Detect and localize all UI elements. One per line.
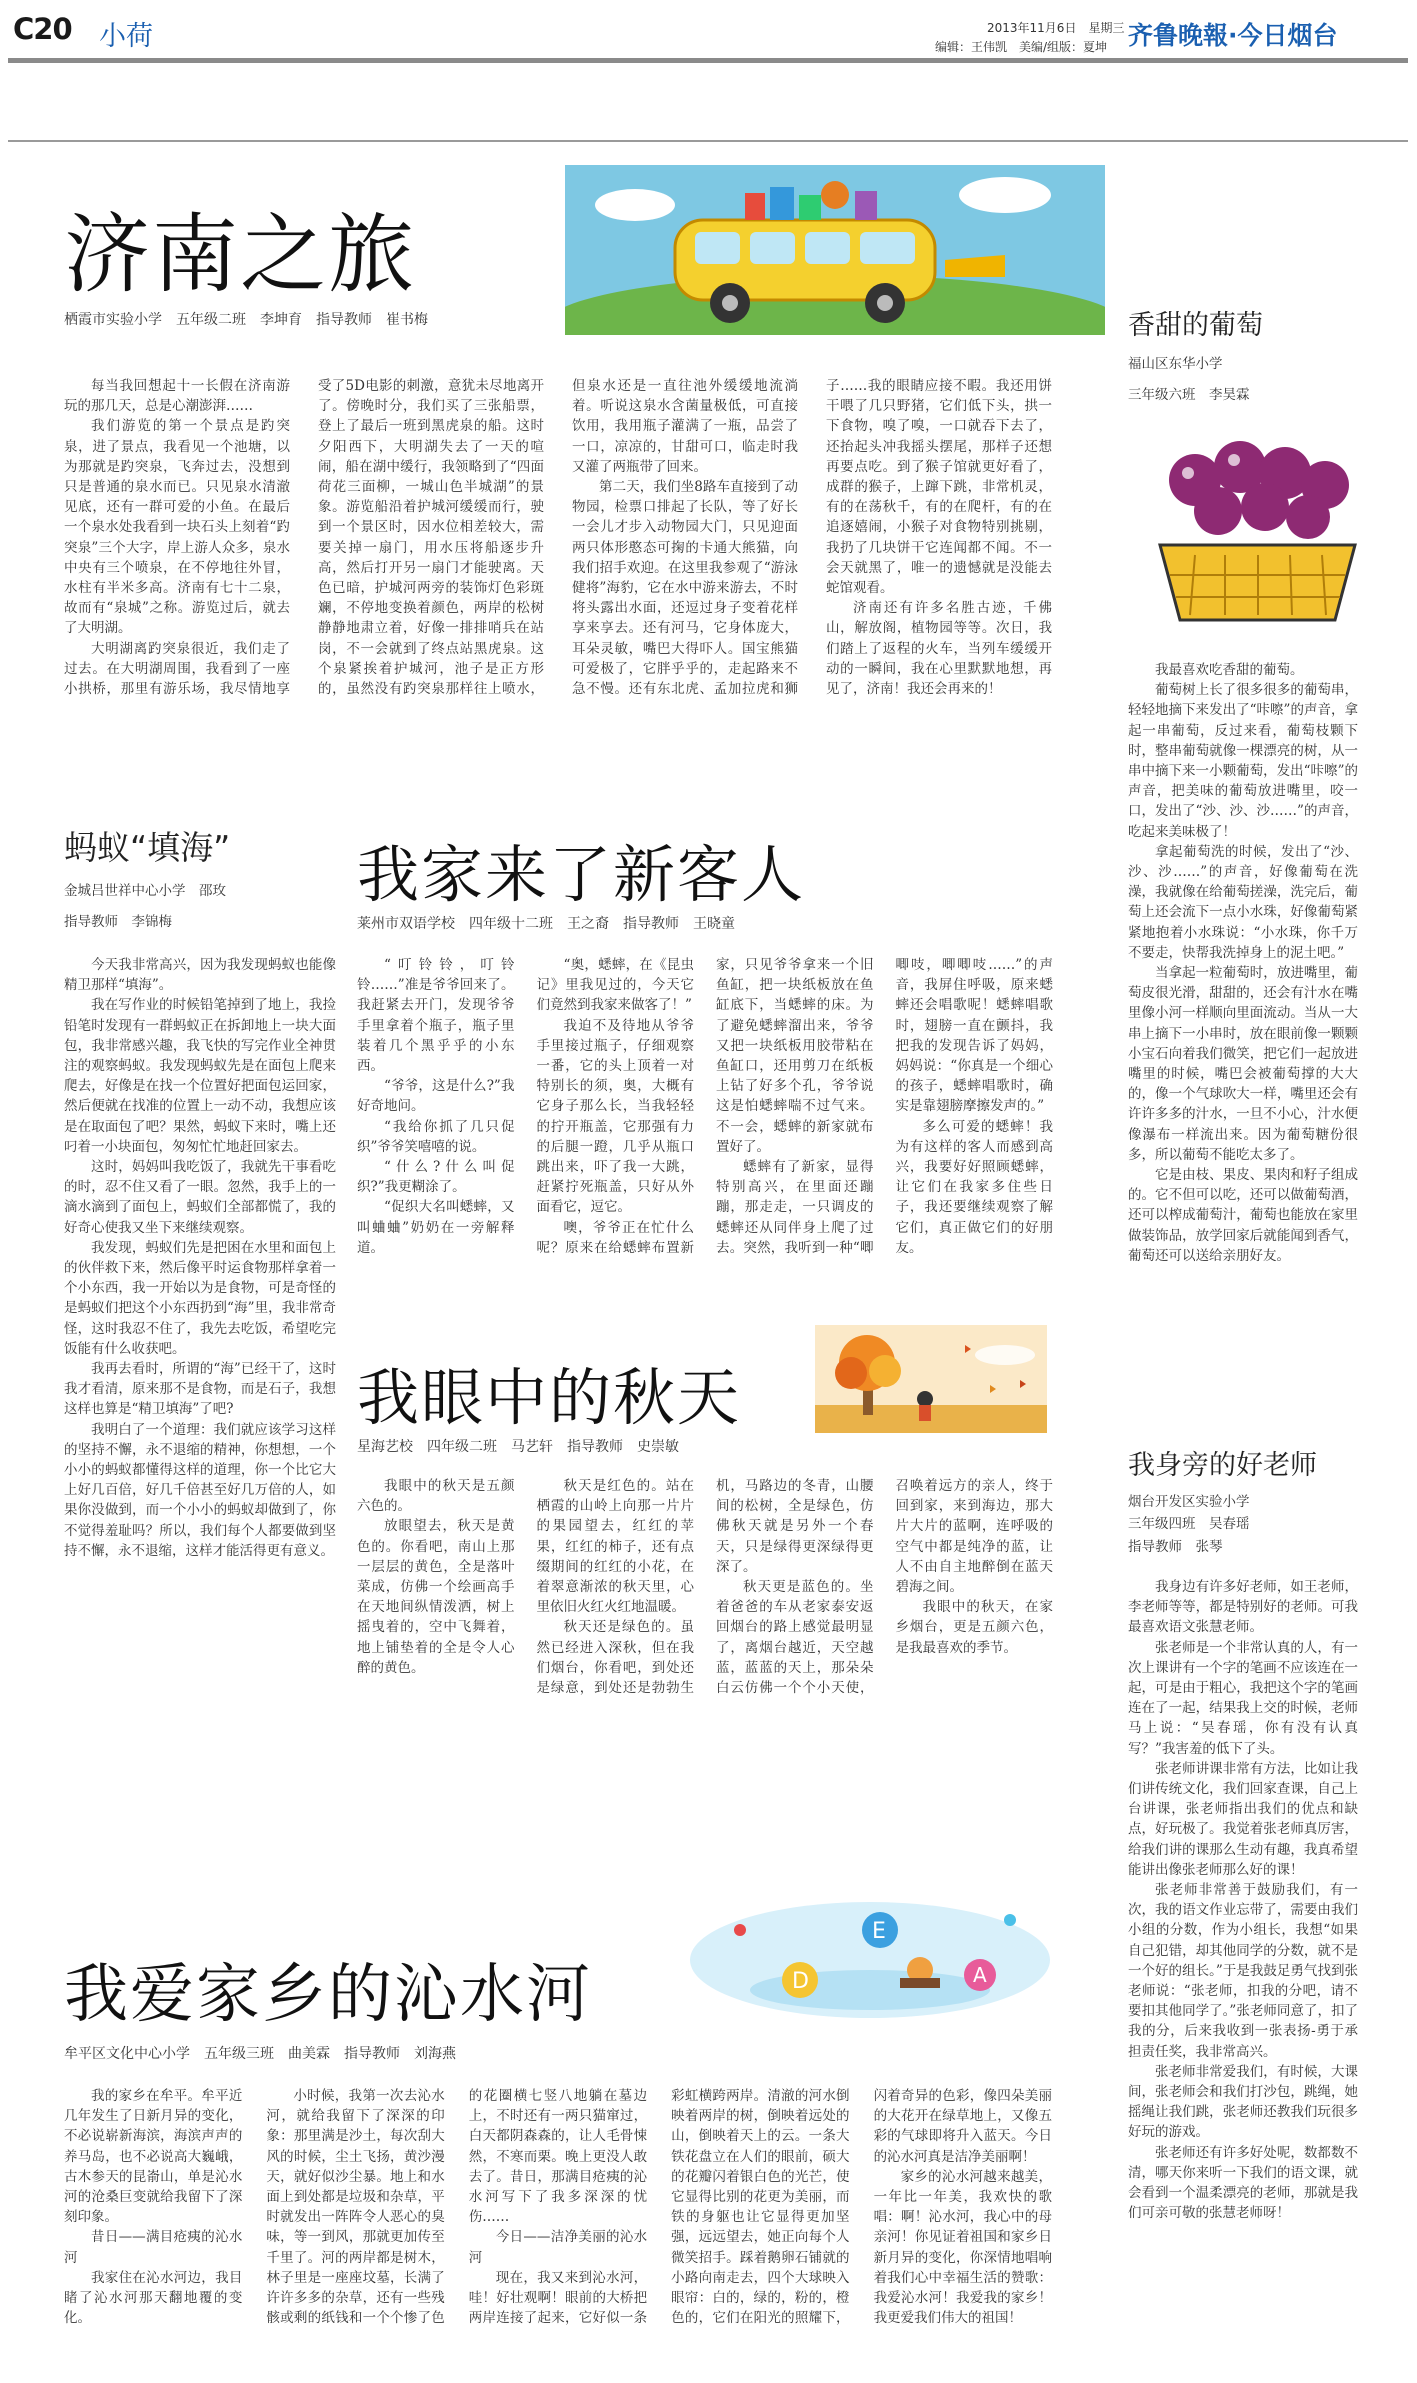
- paragraph: 秋天还是绿色的。虽然已经进入深秋，但在我们烟台，你看吧，到处还是绿意，到处还是勃勃生机，马路边的冬青，山腰间的松树，全是绿色，仿佛秋天就是另外一个春天，只是绿得更深绿得更深了。: [536, 1478, 874, 1697]
- article-byline-autumn: 星海艺校 四年级二班 马艺轩 指导教师 史崇敏: [357, 1439, 679, 1455]
- paragraph: 大明湖离趵突泉很近，我们走了过去。在大明湖周围，我看到了一座小拱桥，那里有游乐场，我尽情地享受了5D电影的刺激，意犹未尽地离开了。傍晚时分，我们买了三张船票，登上了最后一班到黑虎泉的船。这时夕阳西下，大明湖失去了一天的喧闹，船在湖中缓行，我领略到了“四面荷花三面柳，一城山色半城湖”的景象。游览船沿着护城河缓缓而行，驶到一个景区时，因水位相差较大，需要关掉一扇门，用水压将船逐步升高，然后打开另一扇门才能驶离。天色已暗，护城河两旁的装饰灯色彩斑斓，不停地变换着颜色，两岸的松树静静地肃立着，好像一排排哨兵在站岗，不一会就到了终点站黑虎泉。这个泉紧挨着护城河，池子是正方形的，虽然没有趵突泉那样往上喷水，但泉水还是一直往池外缓缓地流淌着。听说这泉水含菌量极低，可直接饮用，我用瓶子灌满了一瓶，品尝了一口，凉凉的，甘甜可口，临走时我又灌了两瓶带了回来。: [64, 378, 798, 698]
- paragraph: 我的家乡在牟平。牟平近几年发生了日新月异的变化，不必说崭新海滨，海滨声声的养马岛，也不必说高大巍峨，古木参天的昆嵛山，单是沁水河的沧桑巨变就给我留下了深刻印象。: [64, 2088, 243, 2226]
- article-body-good-teacher: [1128, 1577, 1358, 2367]
- article-title-jinan: 济南之旅: [64, 205, 416, 305]
- header-rule: [8, 58, 1408, 63]
- paragraph: 小时候，我第一次去沁水河，就给我留下了深深的印象：那里满是沙土，每次刮大风的时候，尘土飞扬，黄沙漫天，就好似沙尘暴。地上和水面上到处都是垃圾和杂草，平时就发出一阵阵令人恶心的臭味，等一到风，那就更加传至千里了。河的两岸都是树木，林子里是一座座坟墓，长满了许许多多的杂草，还有一些残骸或剩的纸钱和一个个惨了色的花圈横七竖八地躺在墓边上，不时还有一两只猫窜过，白天都阴森森的，让人毛骨悚然，不寒而栗。晚上更没人敢去了。昔日，那满目疮痍的沁水河写下了我多深深的忧伤……: [266, 2088, 648, 2327]
- newspaper-masthead: 齐鲁晚報·今日烟台: [1128, 21, 1338, 50]
- paragraph: 这时，妈妈叫我吃饭了，我就先干事看吃的时，忍不住又看了一眼。忽然，我手上的一滴水滴到了面包上，蚂蚁们全部都慌了，我的好奇心使我又坐下来继续观察。: [64, 1159, 336, 1236]
- article-title-grapes: 香甜的葡萄: [1128, 310, 1263, 341]
- issue-date: 2013年11月6日 星期三: [987, 21, 1125, 35]
- svg-text:D: D: [792, 1969, 809, 1994]
- svg-text:E: E: [872, 1919, 886, 1944]
- paragraph: 我眼中的秋天，在家乡烟台，更是五颜六色，是我最喜欢的季节。: [895, 1599, 1053, 1656]
- autumn-tree-illustration: [815, 1325, 1047, 1433]
- paragraph: “促织大名叫蟋蟀，又叫蛐蛐”奶奶在一旁解释道。: [357, 1199, 515, 1256]
- article-body-ants: [64, 955, 336, 1845]
- article-title-autumn: 我眼中的秋天: [357, 1361, 742, 1434]
- top-rule: [8, 140, 1408, 142]
- article-title-new-guest: 我家来了新客人: [357, 838, 806, 911]
- paragraph: 张老师是一个非常认真的人，有一次上课讲有一个字的笔画不应该连在一起，可是由于粗心，我把这个字的笔画连在了一起，结果我上交的时候，老师马上说：“吴春瑶，你有没有认真写？”我害羞的低下了头。: [1128, 1639, 1358, 1757]
- paragraph: 葡萄树上长了很多很多的葡萄串，轻轻地摘下来发出了“咔嚓”的声音，拿起一串葡萄，反过来看，葡萄枝颗下时，整串葡萄就像一棵漂亮的树，从一串中摘下来一小颗葡萄，发出“咔嚓”的声音，把美味的葡萄放进嘴里，咬一口，发出了“沙、沙、沙……”的声音，吃起来美味极了！: [1128, 682, 1358, 840]
- section-name: 小荷: [99, 21, 153, 52]
- article-school-grapes: 福山区东华小学: [1128, 356, 1223, 372]
- paragraph: 蟋蟀有了新家，显得特别高兴，在里面还蹦蹦，那走走，一只调皮的蟋蟀还从同伴身上爬了过去。突然，我听到一种“唧唧吱，唧唧吱……”的声音，我屏住呼吸，原来蟋蟀还会唱歌呢！蟋蟀唱歌时，翅膀一直在颤抖，我把我的发现告诉了妈妈，妈妈说：“你真是一个细心的孩子，蟋蟀唱歌时，确实是靠翅膀摩擦发声的。”: [716, 957, 1053, 1256]
- paragraph: “我给你抓了几只促织”爷爷笑嘻嘻的说。: [357, 1118, 515, 1155]
- paragraph: “什么?什么叫促织?”我更糊涂了。: [357, 1159, 515, 1196]
- paragraph: 昔日——满目疮痍的沁水河: [64, 2229, 243, 2266]
- paragraph: 第二天，我们坐8路车直接到了动物园，检票口排起了长队，等了好长一会儿才步入动物园大门，只见迎面两只体形憨态可掬的卡通大熊猫，向我们招手欢迎。在这里我参观了“游泳健将”海豹，它在水中游来游去，不时将头露出水面，还逗过身子变着花样享来享去。还有河马，它身体庞大，耳朵灵敏，嘴巴大得吓人。国宝熊猫可爱极了，它胖乎乎的，走起路来不急不慢。还有东北虎、孟加拉虎和狮子……我的眼睛应接不暇。我还用饼干喂了几只野猪，它们低下头，拱一下食物，嗅了嗅，一口就吞下去了，还抬起头冲我摇头摆尾，那样子还想再要点吃。到了猴子馆就更好看了，成群的猴子，上蹿下跳，非常机灵，有的在荡秋千，有的在爬杆，有的在追逐嬉闹，小猴子对食物特别挑剔，我扔了几块饼干它连闻都不闻。不一会天就黑了，唯一的遗憾就是没能去蛇馆观看。: [572, 378, 1052, 698]
- paragraph: 我发现，蚂蚁们先是把困在水里和面包上的伙伴救下来，然后像平时运食物那样拿着一个小东西，我一开始以为是食物，可是奇怪的是蚂蚁们把这个小东西扔到“海”里，我非常奇怪，这时我忍不住了，我先去吃饭，希望吃完饭能有什么收获吧。: [64, 1239, 336, 1357]
- paragraph: 秋天是红色的。站在栖霞的山岭上向那一片片的果园望去，红红的苹果，红红的柿子，还有点缀期间的红红的小花，在着翠意渐浓的秋天里，心里依旧火红火红地温暖。: [536, 1478, 694, 1616]
- paragraph: “叮铃铃，叮铃铃……”准是爷爷回来了。我赶紧去开门，发现爷爷手里拿着个瓶子，瓶子里装着几个黑乎乎的小东西。: [357, 957, 515, 1075]
- paragraph: 我最喜欢吃香甜的葡萄。: [1155, 662, 1304, 678]
- article-title-good-teacher: 我身旁的好老师: [1128, 1450, 1317, 1481]
- page-number: C20: [13, 12, 72, 46]
- article-body-jinan: [64, 376, 1052, 766]
- paragraph: 家乡的沁水河越来越美，一年比一年美，我欢快的歌唱：啊！沁水河，我心中的母亲河！你见证着祖国和家乡日新月异的变化，你深情地唱响着我们心中幸福生活的赞歌：我爱沁水河！我爱我的家乡！我更爱我们伟大的祖国！: [873, 2168, 1052, 2327]
- paragraph: 我再去看时，所谓的“海”已经干了，这时我才看清，原来那不是食物，而是石子，我想这样也算是“精卫填海”了吧?: [64, 1361, 336, 1418]
- paragraph: “奥，蟋蟀，在《昆虫记》里我见过的，今天它们竟然到我家来做客了！”: [536, 957, 694, 1014]
- article-class-good-teacher: 三年级四班 吴春瑶: [1128, 1516, 1250, 1532]
- paragraph: 拿起葡萄洗的时候，发出了“沙、沙、沙……”的声音，好像葡萄在洗澡，我就像在给葡萄搓澡，洗完后，葡萄上还会流下一点小水珠，好像葡萄紧紧地抱着小水珠说：“小水珠，你千万不要走，快帮我洗掉身上的泥土吧。”: [1128, 843, 1358, 961]
- article-teacher-good-teacher: 指导教师 张琴: [1128, 1539, 1223, 1555]
- paragraph: 我眼中的秋天是五颜六色的。: [357, 1478, 515, 1515]
- paragraph: 当拿起一粒葡萄时，放进嘴里，葡萄皮很光滑，甜甜的，还会有汁水在嘴里像小河一样顺向里面流动。当从一大串上摘下一小串时，放在眼前像一颗颗小宝石向着我们微笑，把它们一起放进嘴里的时候，嘴巴会被葡萄撑的大大的，像一个气球吹大一样，嘴里还会有许许多多的汁水，一旦不小心，汁水便像瀑布一样流出来。因为葡萄糖份很多，所以葡萄不能吃太多了。: [1128, 965, 1358, 1163]
- paragraph: 我家住在沁水河边，我目睹了沁水河那天翻地覆的变化。: [64, 2269, 243, 2327]
- article-body-grapes: [1128, 660, 1358, 1450]
- article-title-ants: 蚂蚁“填海”: [64, 828, 231, 867]
- reading-child-illustration: [680, 1860, 1060, 2025]
- paragraph: 多么可爱的蟋蟀！我为有这样的客人而感到高兴，我要好好照顾蟋蟀，让它们在我家多住些日子，我还要继续观察了解它们，真正做它们的好朋友。: [895, 1118, 1053, 1256]
- article-school-good-teacher: 烟台开发区实验小学: [1128, 1494, 1250, 1510]
- article-body-qinshui-river: [64, 2086, 1052, 2376]
- editor-credits: 编辑：王伟凯 美编/组版：夏坤: [935, 40, 1108, 54]
- paragraph: 我身边有许多好老师，如王老师，李老师等等，都是特别好的老师。可我最喜欢语文张慧老师。: [1128, 1579, 1358, 1636]
- paragraph: 秋天更是蓝色的。坐着爸爸的车从老家泰安返回烟台的路上感觉最明显了，离烟台越近，天空越蓝，蓝蓝的天上，那朵朵白云仿佛一个个小天使，召唤着远方的亲人，终于回到家，来到海边，那大片大片的蓝啊，连呼吸的空气中都是纯净的蓝，让人不由自主地醉倒在蓝天碧海之间。: [716, 1478, 1053, 1697]
- grape-basket-illustration: [1140, 425, 1375, 630]
- paragraph: 放眼望去，秋天是黄色的。你看吧，南山上那一层层的黄色，全是落叶菜成，仿佛一个绘画高手在天地间纵情泼洒，树上摇曳着的，空中飞舞着，地上铺垫着的全是令人心醉的黄色。: [357, 1518, 515, 1676]
- svg-text:A: A: [973, 1963, 987, 1987]
- article-title-qinshui-river: 我爱家乡的沁水河: [64, 1958, 592, 2032]
- paragraph: 张老师非常善于鼓励我们，有一次，我的语文作业忘带了，需要由我们小组的分数，作为小组长，我想“如果自己犯错，却其他同学的分数，就不是一个好的组长。”于是我鼓足勇气找到张老师说：“张老师，扣我的分吧，请不要扣其他同学了。”张老师同意了，扣了我的分，后来我收到一张表扬-勇于承担责任奖，我非常高兴。: [1128, 1882, 1358, 2060]
- paragraph: 每当我回想起十一长假在济南游玩的那几天，总是心潮澎湃……: [64, 378, 290, 415]
- school-bus-illustration: [565, 165, 1105, 335]
- article-byline-jinan: 栖霞市实验小学 五年级二班 李坤育 指导教师 崔书梅: [64, 312, 428, 328]
- paragraph: 我在写作业的时候铅笔掉到了地上，我捡铅笔时发现有一群蚂蚁正在拆卸地上一块大面包，我非常感兴趣，我飞快的写完作业全神贯注的观察蚂蚁。我发现蚂蚁先是在面包上爬来爬去，好像是在找一个位置好把面包运回家，然后便就在找准的位置上一动不动，我想应该是在取面包了吧？果然，蚂蚁下来时，嘴上还叼着一小块面包，匆匆忙忙地赶回家去。: [64, 997, 336, 1155]
- paragraph: 今天我非常高兴，因为我发现蚂蚁也能像精卫那样“填海”。: [64, 957, 336, 994]
- paragraph: 张老师非常爱我们，有时候，大课间，张老师会和我们打沙包，跳绳，她摇绳让我们跳，张老师还教我们玩很多好玩的游戏。: [1128, 2063, 1358, 2141]
- paragraph: 它是由枝、果皮、果肉和籽子组成的。它不但可以吃，还可以做葡萄酒，还可以榨成葡萄汁，葡萄也能放在家里做装饰品，放学回家后就能闻到香气，葡萄还可以送给亲朋好友。: [1128, 1167, 1358, 1264]
- paragraph: 现在，我又来到沁水河，哇！好壮观啊！眼前的大桥把两岸连接了起来，它好似一条彩虹横跨两岸。清澈的河水倒映着两岸的树，倒映着远处的山，倒映着天上的云。一条大铁花盘立在人们的眼前，硕大的花瓣闪着银白色的光芒，使它显得比别的花更为美丽，而铁的身躯也让它显得更加坚强，远远望去，她正向每个人微笑招手。踩着鹅卵石铺就的小路向南走去，四个大球映入眼帘：白的，绿的，粉的，橙色的，它们在阳光的照耀下，闪着奇异的色彩，像四朵美丽的大花开在绿草地上，又像五彩的气球即将升入蓝天。今日的沁水河真是洁净美丽啊！: [468, 2088, 1052, 2327]
- paragraph: 我明白了一个道理：我们就应该学习这样的坚持不懈，永不退缩的精神，你想想，一个小小的蚂蚁都懂得这样的道理，你一个比它大上好几百倍，好几千倍甚至好几万倍的人，如果你没做到，而一个小小的蚂蚁却做到了，你不觉得羞耻吗？所以，我们每个人都要做到坚持不懈，永不退缩，这样才能活得更有意义。: [64, 1421, 336, 1559]
- article-byline-qinshui-river: 牟平区文化中心小学 五年级三班 曲美霖 指导教师 刘海燕: [64, 2046, 456, 2062]
- article-body-autumn: [357, 1476, 1053, 1816]
- article-teacher-ants: 指导教师 李锦梅: [64, 914, 172, 930]
- paragraph: 济南还有许多名胜古迹，千佛山，解放阁，植物园等等。次日，我们踏上了返程的火车，当列车缓缓开动的一瞬间，我在心里默默地想，再见了，济南！我还会再来的！: [826, 600, 1052, 698]
- paragraph: 张老师还有许多好处呢，数都数不清，哪天你来听一下我们的语文课，就会看到一个温柔漂亮的老师，那就是我们可亲可敬的张慧老师呀！: [1128, 2144, 1358, 2222]
- paragraph: 我迫不及待地从爷爷手里接过瓶子，仔细观察一番，它的头上顶着一对特别长的须，奥，大概有它身子那么长，当我轻轻的拧开瓶盖，它那强有力的后腿一蹬，几乎从瓶口跳出来，吓了我一大跳，赶紧拧死瓶盖，只好从外面看它，逗它。: [536, 1017, 694, 1216]
- paragraph: 今日——洁净美丽的沁水河: [468, 2229, 648, 2266]
- article-class-grapes: 三年级六班 李昊霖: [1128, 387, 1250, 403]
- paragraph: 噢，爷爷正在忙什么呢？原来在给蟋蟀布置新家，只见爷爷拿来一个旧鱼缸，把一块纸板放在鱼缸底下，当蟋蟀的床。为了避免蟋蟀溜出来，爷爷又把一块纸板用胶带粘在鱼缸口，还用剪刀在纸板上钻了好多个孔，爷爷说这是怕蟋蟀喘不过气来。不一会，蟋蟀的新家就布置好了。: [536, 957, 874, 1256]
- article-body-new-guest: [357, 955, 1053, 1315]
- paragraph: 我们游览的第一个景点是趵突泉，进了景点，我看见一个池塘，以为那就是趵突泉，飞奔过去，没想到只是普通的泉水而已。只见泉水清澈见底，还有一群可爱的小鱼。在最后一个泉水处我看到一块石头上刻着“趵突泉”三个大字，岸上游人众多，泉水中央有三个喷泉，在不停地往外冒，水柱有半米多高。济南有七十二泉，故而有“泉城”之称。游览过后，就去了大明湖。: [64, 418, 290, 637]
- article-school-ants: 金城吕世祥中心小学 邵玫: [64, 883, 226, 899]
- article-byline-new-guest: 莱州市双语学校 四年级十二班 王之裔 指导教师 王晓童: [357, 916, 735, 932]
- paragraph: 张老师讲课非常有方法，比如让我们讲传统文化，我们回家查课，自己上台讲课，张老师指出我们的优点和缺点，好玩极了。我觉着张老师真厉害，给我们讲的课那么生动有趣，我真希望能讲出像张老师那么好的课！: [1128, 1760, 1358, 1878]
- paragraph: “爷爷，这是什么?”我好奇地问。: [357, 1078, 515, 1115]
